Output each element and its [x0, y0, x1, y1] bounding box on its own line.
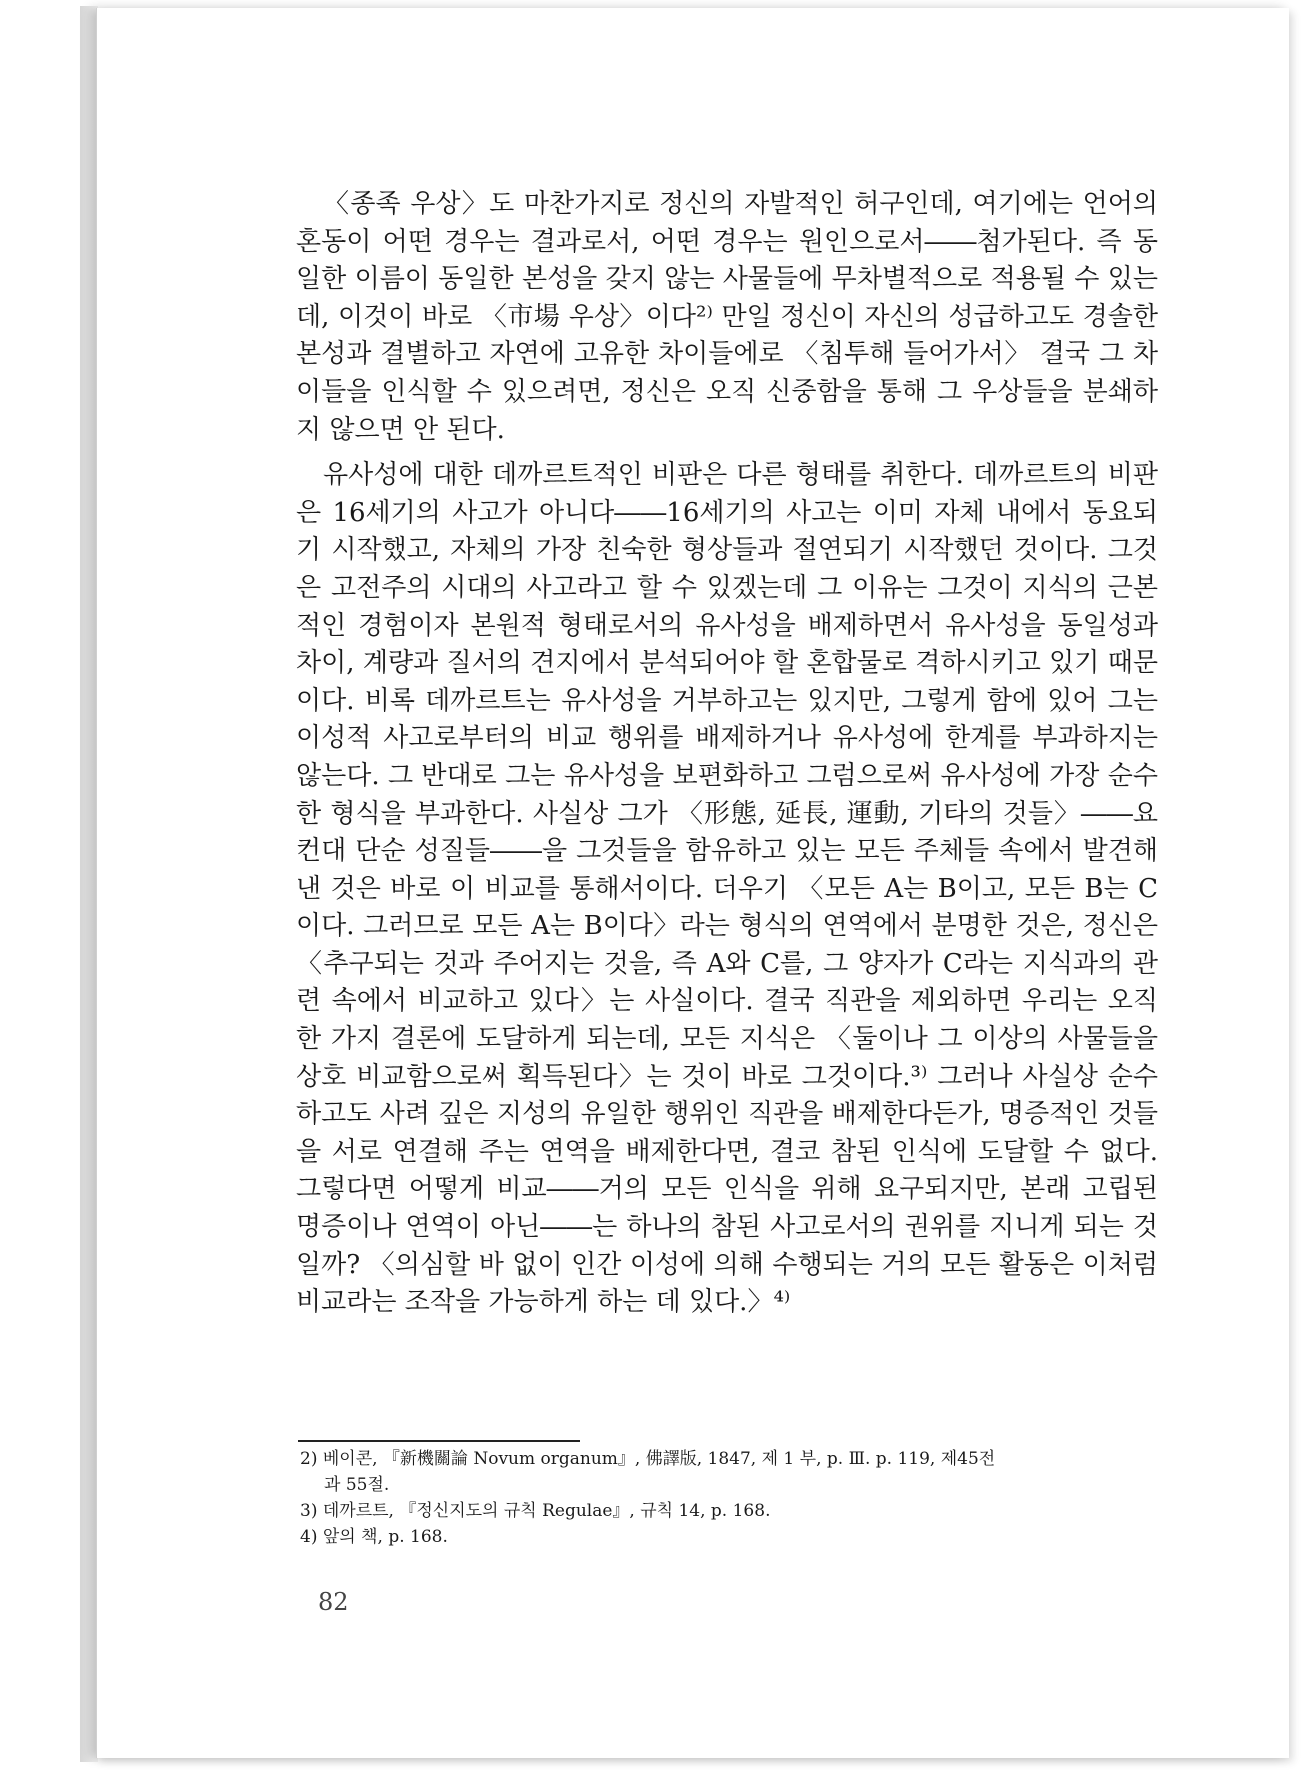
page-number: 82	[318, 1588, 349, 1616]
body-text	[296, 186, 1158, 1322]
footnote-2-cont: 과 55절.	[324, 1475, 390, 1495]
footnotes	[300, 1446, 1158, 1550]
footnote-2	[300, 1446, 1158, 1498]
footnote-2-text: 2) 베이콘, 『新機關論 Novum organum』, 佛譯版, 1847, 제 1 부, p. Ⅲ. p. 119, 제45전	[300, 1449, 996, 1469]
footnote-4	[300, 1524, 1158, 1550]
paragraph-1: 〈종족 우상〉도 마찬가지로 정신의 자발적인 허구인데, 여기에는 언어의 혼동이 어떤 경우는 결과로서, 어떤 경우는 원인으로서――첨가된다. 즉 동일한 이름이 동일한 본성을 갖지 않는 사물들에 무차별적으로 적용될 수 있는데, 이것이 바로 〈市場 우상〉이다²⁾ 만일 정신이 자신의 성급하고도 경솔한 본성과 결별하고 자연에 고유한 차이들에로 〈침투해 들어가서〉 결국 그 차이들을 인식할 수 있으려면, 정신은 오직 신중함을 통해 그 우상들을 분쇄하지 않으면 안 된다.	[296, 189, 1158, 445]
footnote-3-text: 3) 데까르트, 『정신지도의 규칙 Regulae』, 규칙 14, p. 168.	[300, 1501, 771, 1521]
footnote-3	[300, 1498, 1158, 1524]
footnote-rule	[298, 1440, 580, 1442]
footnote-4-text: 4) 앞의 책, p. 168.	[300, 1527, 448, 1547]
paragraph-2: 유사성에 대한 데까르트적인 비판은 다른 형태를 취한다. 데까르트의 비판은 16세기의 사고가 아니다――16세기의 사고는 이미 자체 내에서 동요되기 시작했고, 자체의 가장 친숙한 형상들과 절연되기 시작했던 것이다. 그것은 고전주의 시대의 사고라고 할 수 있겠는데 그 이유는 그것이 지식의 근본적인 경험이자 본원적 형태로서의 유사성을 배제하면서 유사성을 동일성과 차이, 계량과 질서의 견지에서 분석되어야 할 혼합물로 격하시키고 있기 때문이다. 비록 데까르트는 유사성을 거부하고는 있지만, 그렇게 함에 있어 그는 이성적 사고로부터의 비교 행위를 배제하거나 유사성에 한계를 부과하지는 않는다. 그 반대로 그는 유사성을 보편화하고 그럼으로써 유사성에 가장 순수한 형식을 부과한다. 사실상 그가 〈形態, 延長, 運動, 기타의 것들〉――요컨대 단순 성질들――을 그것들을 함유하고 있는 모든 주체들 속에서 발견해낸 것은 바로 이 비교를 통해서이다. 더우기 〈모든 A는 B이고, 모든 B는 C이다. 그러므로 모든 A는 B이다〉라는 형식의 연역에서 분명한 것은, 정신은 〈추구되는 것과 주어지는 것을, 즉 A와 C를, 그 양자가 C라는 지식과의 관련 속에서 비교하고 있다〉는 사실이다. 결국 직관을 제외하면 우리는 오직 한 가지 결론에 도달하게 되는데, 모든 지식은 〈둘이나 그 이상의 사물들을 상호 비교함으로써 획득된다〉는 것이 바로 그것이다.³⁾ 그러나 사실상 순수하고도 사려 깊은 지성의 유일한 행위인 직관을 배제한다든가, 명증적인 것들을 서로 연결해 주는 연역을 배제한다면, 결코 참된 인식에 도달할 수 없다. 그렇다면 어떻게 비교――거의 모든 인식을 위해 요구되지만, 본래 고립된 명증이나 연역이 아닌――는 하나의 참된 사고로서의 권위를 지니게 되는 것일까? 〈의심할 바 없이 인간 이성에 의해 수행되는 거의 모든 활동은 이처럼 비교라는 조작을 가능하게 하는 데 있다.〉⁴⁾	[296, 460, 1158, 1318]
